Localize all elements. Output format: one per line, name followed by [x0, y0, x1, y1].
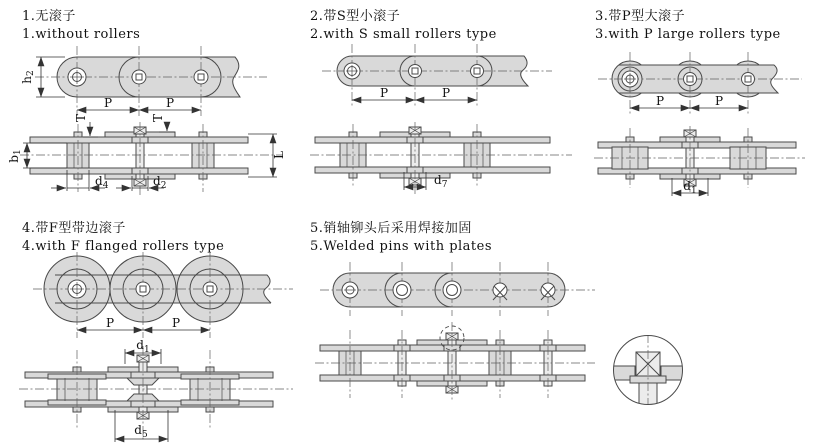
- dim-label-pitch: P: [165, 96, 175, 110]
- pin-hole: [132, 70, 146, 84]
- section5-title-en: 5.Welded pins with plates: [310, 239, 493, 255]
- pin-hole: [68, 68, 86, 86]
- section1-top-view: [20, 46, 267, 116]
- section5-title-zh: 5.销轴铆头后采用焊接加固: [310, 221, 472, 236]
- section2-top-view: [322, 44, 552, 108]
- dim-label-pitch: P: [171, 316, 181, 330]
- dim-label-pitch: P: [714, 94, 724, 108]
- section1-drawing: [5, 38, 295, 220]
- section3-top-view: [598, 52, 802, 116]
- section1-side-view: [7, 114, 286, 196]
- dim-label-d1: $d_1$: [683, 179, 697, 196]
- section2-side-view: [310, 122, 572, 194]
- pin-hole: [684, 73, 697, 86]
- section2-drawing: [300, 38, 590, 220]
- section3-drawing: [590, 38, 815, 220]
- pin-hole: [194, 70, 208, 84]
- section1-title-zh: 1.无滚子: [22, 9, 76, 24]
- section3-side-view: [594, 126, 805, 196]
- section4-drawing: [5, 250, 300, 448]
- dim-label-pitch: P: [655, 94, 665, 108]
- pin-hole: [409, 65, 422, 78]
- dim-label-d7: $d_7$: [434, 173, 448, 190]
- section4-title-zh: 4.带F型带边滚子: [22, 221, 126, 236]
- pin-hole: [68, 280, 86, 298]
- pin-hole: [393, 281, 411, 299]
- dim-label-d1: $d_1$: [136, 338, 150, 355]
- dim-label-d2: $d_2$: [153, 174, 167, 191]
- weld-detail-view: [598, 330, 698, 430]
- dim-label-h2: h2: [20, 70, 36, 84]
- dim-label-length: L: [272, 151, 286, 159]
- pin-hole: [471, 65, 484, 78]
- section5-side-view: [315, 322, 595, 402]
- dim-label-pitch: P: [105, 316, 115, 330]
- section5-top-view: [320, 262, 595, 316]
- dim-label-thickness: T: [74, 113, 88, 123]
- pin-hole: [344, 63, 360, 79]
- dim-label-d5: $d_5$: [134, 423, 148, 440]
- dim-label-pitch: P: [379, 86, 389, 100]
- pin-hole: [443, 281, 461, 299]
- section4-top-view: [33, 252, 293, 338]
- weld-detail-content: [611, 334, 685, 408]
- dim-label-pitch: P: [441, 86, 451, 100]
- section4-title-en: 4.with F flanged rollers type: [22, 239, 225, 255]
- pin-hole: [742, 73, 755, 86]
- welded-pin-mark: [541, 283, 555, 300]
- section5-drawing: [300, 250, 610, 448]
- section2-title-en: 2.with S small rollers type: [310, 27, 497, 43]
- section3-title-zh: 3.带P型大滚子: [595, 9, 686, 24]
- pin-hole: [342, 282, 358, 298]
- pin-hole: [136, 282, 150, 296]
- dim-label-d4: $d_4$: [95, 174, 109, 191]
- dim-label-thickness: T: [151, 113, 165, 123]
- section4-side-view: [19, 338, 293, 442]
- pin-hole: [203, 282, 217, 296]
- section2-title-zh: 2.带S型小滚子: [310, 9, 401, 24]
- dim-label-b1: b1: [7, 149, 23, 163]
- welded-pin-mark: [493, 283, 507, 300]
- pin-hole: [622, 71, 638, 87]
- dim-label-pitch: P: [103, 96, 113, 110]
- section1-title-en: 1.without rollers: [22, 27, 141, 43]
- section3-title-en: 3.with P large rollers type: [595, 27, 781, 43]
